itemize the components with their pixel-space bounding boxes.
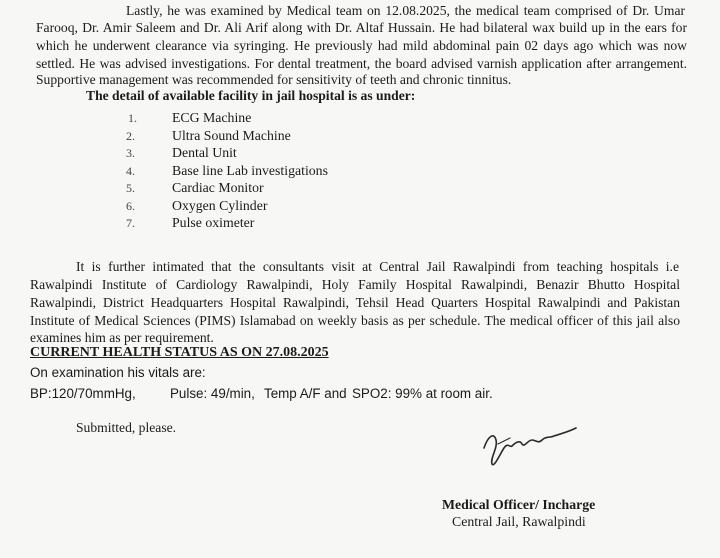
list-item: Cardiac Monitor — [172, 180, 264, 195]
facility-number: 7. — [126, 216, 135, 230]
facility-number: 1. — [128, 111, 137, 125]
signatory-office: Central Jail, Rawalpindi — [452, 514, 586, 529]
list-item: Oxygen Cylinder — [172, 198, 268, 213]
paragraph-1-line-1: Lastly, he was examined by Medical team on 12.08.2025, the medical team comprised of Dr. Umar — [126, 3, 685, 18]
facility-number: 4. — [126, 164, 135, 178]
facility-number: 6. — [126, 199, 135, 213]
paragraph-1-line-3: which he underwent clearance via syringing. He previously had mild abdominal pain 02 days ago which was now — [36, 38, 687, 53]
list-item: Ultra Sound Machine — [172, 128, 291, 143]
paragraph-2-line-4: Institute of Medical Sciences (PIMS) Islamabad on weekly basis as per schedule. The medical officer of this jail also — [30, 313, 680, 328]
facility-heading: The detail of available facility in jail hospital is as under: — [86, 88, 416, 103]
facility-number: 2. — [126, 129, 135, 143]
facility-number: 5. — [126, 181, 135, 195]
paragraph-2-line-5: examines him as per requirement. — [30, 330, 214, 345]
paragraph-2-line-3: Rawalpindi, District Headquarters Hospital Rawalpindi, Tehsil Head Quarters Hospital Rawalpindi and Pakistan — [30, 295, 680, 310]
list-item: Dental Unit — [172, 145, 237, 160]
list-item: ECG Machine — [172, 110, 252, 125]
signatory-title: Medical Officer/ Incharge — [442, 497, 596, 512]
paragraph-1-line-5: Supportive management was recommended for sensitivity of teeth and chronic tinnitus. — [36, 72, 512, 87]
vitals-pulse: Pulse: 49/min, — [170, 386, 255, 401]
list-item: Base line Lab investigations — [172, 163, 328, 178]
paragraph-2-line-2: Rawalpindi Institute of Cardiology Rawalpindi, Holy Family Hospital Rawalpindi, Benazir Bhutto Hospital — [30, 277, 680, 292]
signature — [476, 418, 586, 474]
vitals-intro: On examination his vitals are: — [30, 365, 206, 380]
vitals-spo2: SPO2: 99% at room air. — [352, 386, 493, 401]
closing-text: Submitted, please. — [76, 420, 177, 435]
vitals-temp: Temp A/F and — [264, 386, 347, 401]
paragraph-1-line-4: settled. He was advised investigations. For dental treatment, the board advised varnish application after arrangement. — [36, 56, 687, 71]
paragraph-1-line-2: Farooq, Dr. Amir Saleem and Dr. Ali Arif along with Dr. Altaf Hussain. He had bilateral wax build up in the ears for — [36, 20, 687, 35]
facility-number: 3. — [126, 146, 135, 160]
vitals-bp: BP:120/70mmHg, — [30, 386, 136, 401]
health-status-heading: CURRENT HEALTH STATUS AS ON 27.08.2025 — [30, 345, 329, 360]
paragraph-2-line-1: It is further intimated that the consultants visit at Central Jail Rawalpindi from teaching hospitals i.e — [76, 259, 679, 274]
list-item: Pulse oximeter — [172, 215, 255, 230]
